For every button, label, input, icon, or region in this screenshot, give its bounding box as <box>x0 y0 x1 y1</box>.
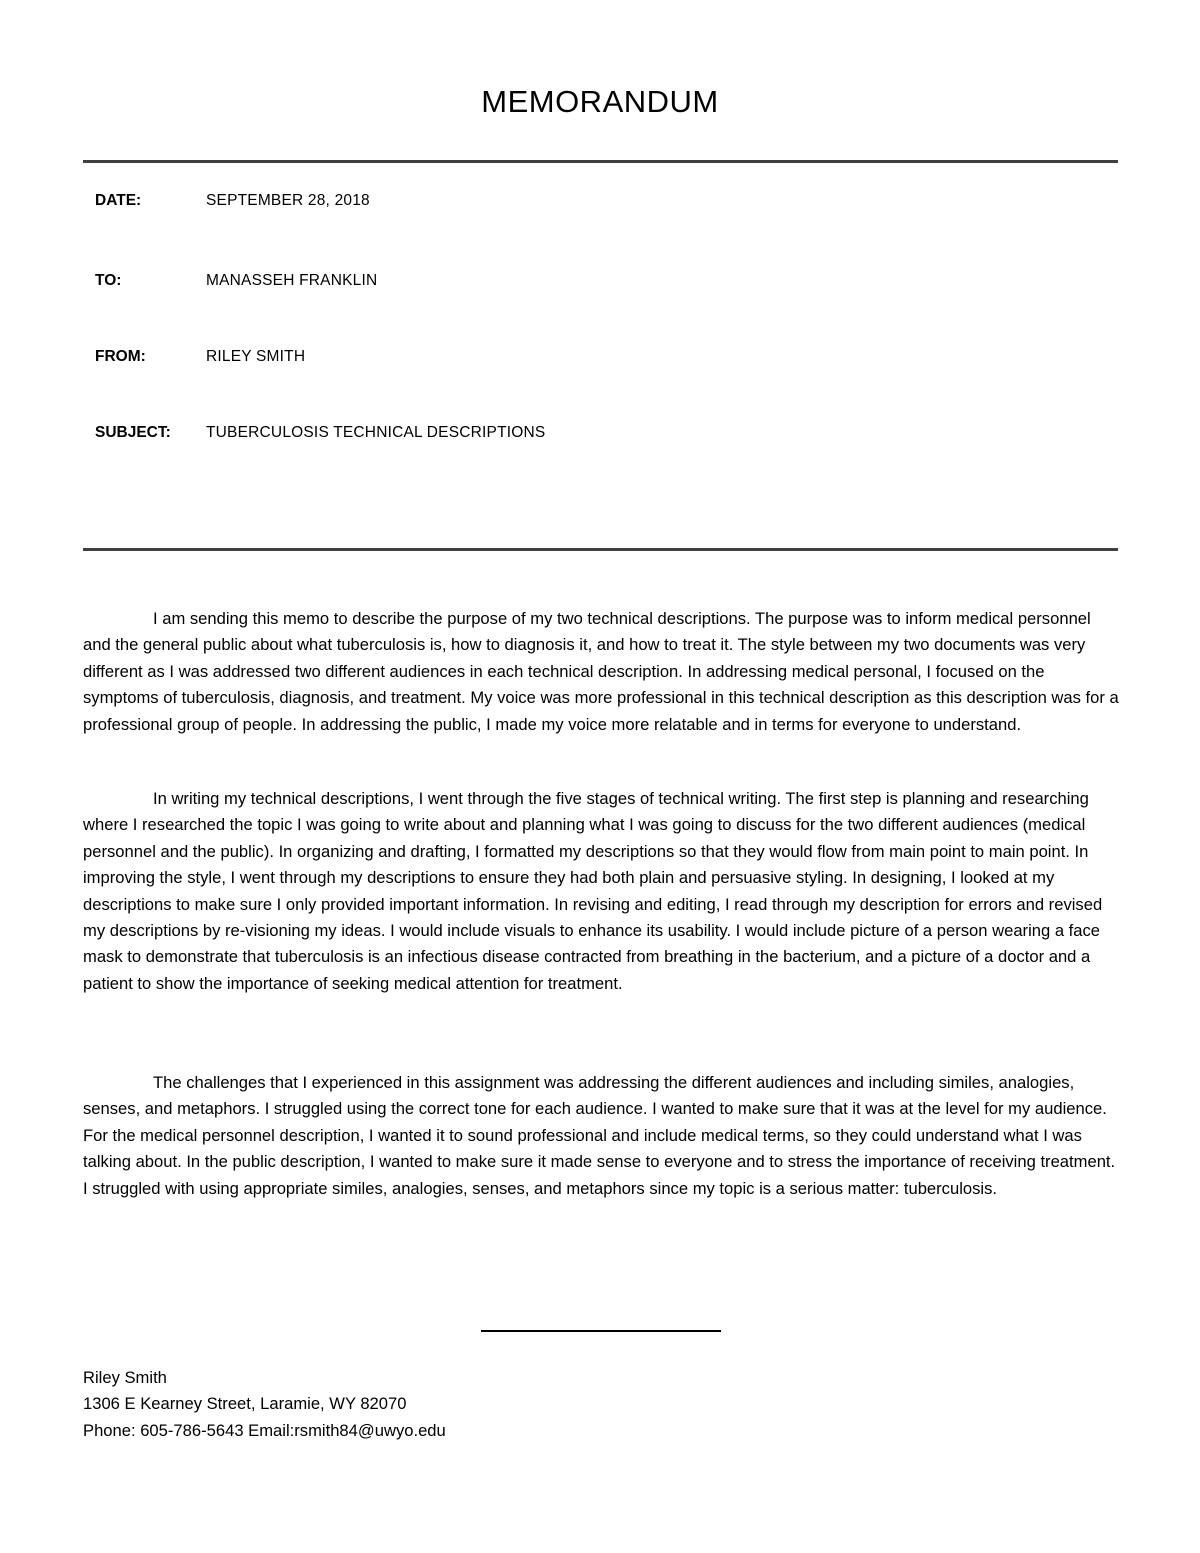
subject-value: TUBERCULOSIS TECHNICAL DESCRIPTIONS <box>206 424 546 441</box>
paragraph-challenges: The challenges that I experienced in this assignment was addressing the different audiences and including similes, analogies, senses, and metaphors. I struggled using the correct tone for each audience. I wanted to make sure that it was at the level for my audience. For the medical personnel description, I wanted it to sound professional and include medical terms, so they could understand what I was talking about. In the public description, I wanted to make sure it made sense to everyone and to stress the importance of receiving treatment. I struggled with using appropriate similes, analogies, senses, and metaphors since my topic is a serious matter: tuberculosis. <box>83 1073 1116 1198</box>
header-top-divider <box>83 160 1118 163</box>
body-paragraph-2 <box>83 786 1119 997</box>
from-label: FROM: <box>95 348 146 365</box>
body-paragraph-3 <box>83 1070 1119 1202</box>
subject-label: SUBJECT: <box>95 424 171 441</box>
signature-address: 1306 E Kearney Street, Laramie, WY 82070 <box>83 1394 407 1414</box>
signature-line <box>481 1330 721 1332</box>
signature-name: Riley Smith <box>83 1368 167 1387</box>
from-value: RILEY SMITH <box>206 348 306 365</box>
to-row <box>95 269 377 293</box>
signature-contact: Phone: 605-786-5643 Email:rsmith84@uwyo.edu <box>83 1420 446 1440</box>
header-bottom-divider <box>83 548 1118 551</box>
signature-block <box>83 1365 446 1444</box>
from-row <box>95 345 305 369</box>
date-label: DATE: <box>95 192 142 209</box>
memo-title: MEMORANDUM <box>481 84 719 119</box>
subject-row <box>95 421 545 445</box>
paragraph-process: In writing my technical descriptions, I went through the five stages of technical writing. The first step is planning and researching where I researched the topic I was going to write about and planning what I was going to discuss for the two different audiences (medical personnel and the public). In organizing and drafting, I formatted my descriptions so that they would flow from main point to main point. In improving the style, I went through my descriptions to ensure they had both plain and persuasive styling. In designing, I looked at my descriptions to make sure I only provided important information. In revising and editing, I read through my description for errors and revised my descriptions by re-visioning my ideas. I would include visuals to enhance its usability. I would include picture of a person wearing a face mask to demonstrate that tuberculosis is an infectious disease contracted from breathing in the bacterium, and a picture of a doctor and a patient to show the importance of seeking medical attention for treatment. <box>83 789 1103 993</box>
paragraph-purpose: I am sending this memo to describe the purpose of my two technical descriptions. The purpose was to inform medical personnel and the general public about what tuberculosis is, how to diagnosis it, and how to treat it. The style between my two documents was very different as I was addressed two different audiences in each technical description. In addressing medical personal, I focused on the symptoms of tuberculosis, diagnosis, and treatment. My voice was more professional in this technical description as this description was for a professional group of people. In addressing the public, I made my voice more relatable and in terms for everyone to understand. <box>83 609 1119 734</box>
to-label: TO: <box>95 272 122 289</box>
date-row <box>95 189 370 213</box>
body-paragraph-1 <box>83 606 1119 738</box>
date-value: SEPTEMBER 28, 2018 <box>206 192 370 209</box>
to-value: MANASSEH FRANKLIN <box>206 272 378 289</box>
